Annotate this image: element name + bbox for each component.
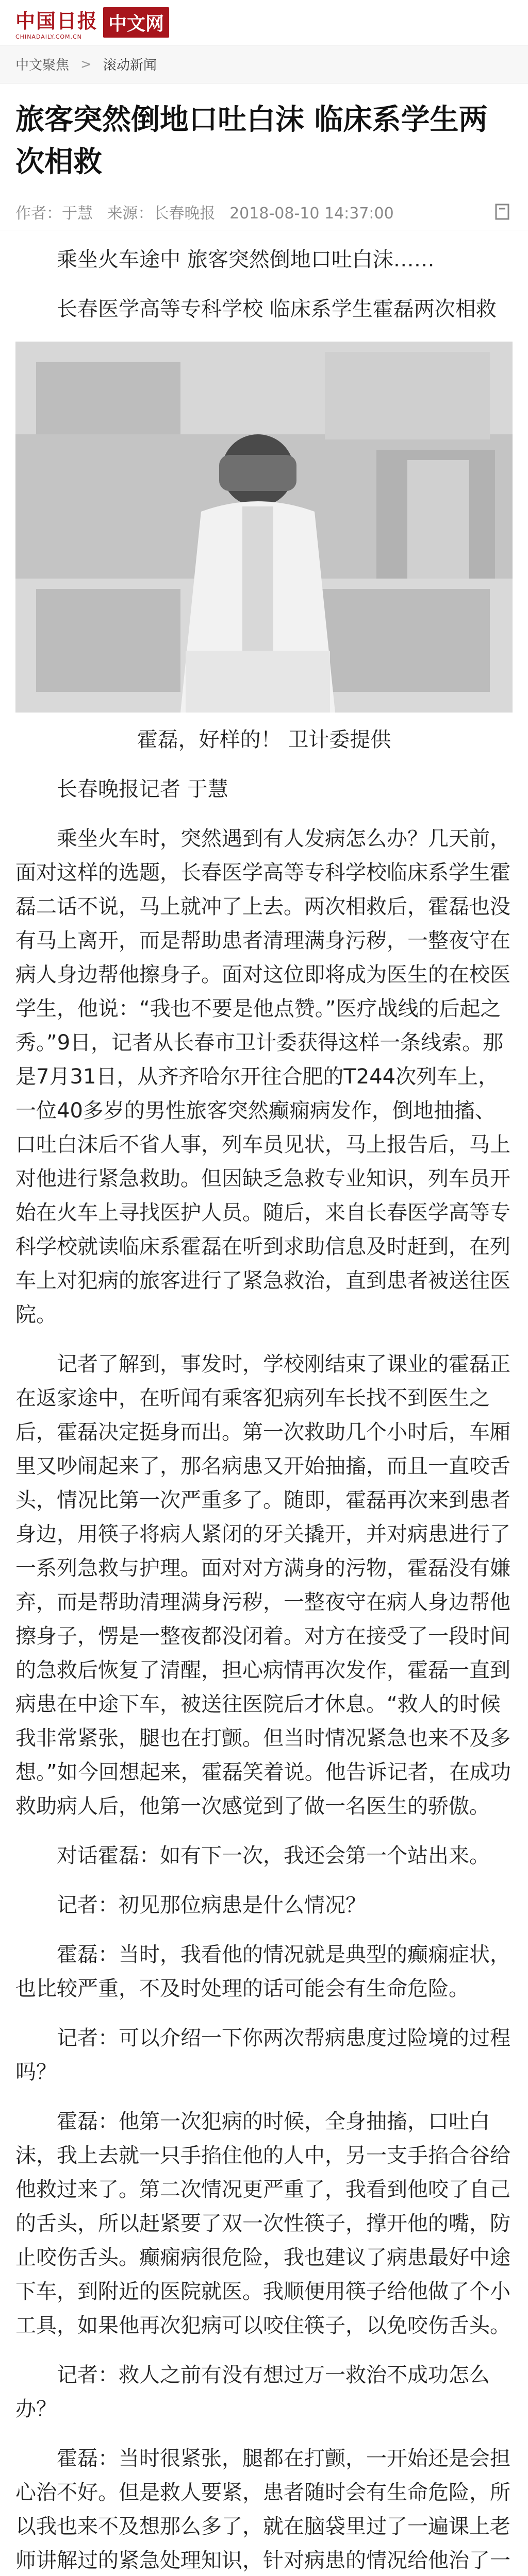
photo-caption: 霍磊，好样的！ 卫计委提供	[137, 728, 391, 752]
article-meta	[0, 194, 528, 230]
article-paragraph: 乘坐火车时，突然遇到有人发病怎么办？几天前，面对这样的选题，长春医学高等专科学校临床系学生霍磊二话不说，马上就冲了上去。两次相救后，霍磊也没有马上离开，而是帮助患者清理满身污秽，一整夜守在病人身边帮他擦身子。面对这位即将成为医生的在校医学生，他说：“我也不要是他点赞。”医疗战线的后起之秀。”9日，记者从长春市卫计委获得这样一条线索。那是7月31日，从齐齐哈尔开往合肥的T244次列车上，一位40多岁的男性旅客突然癫痫病发作，倒地抽搐、口吐白沫后不省人事，列车员见状，马上报告后，马上对他进行紧急救助。但因缺乏急救专业知识，列车员开始在火车上寻找医护人员。随后，来自长春医学高等专科学校就读临床系霍磊在听到求助信息及时赶到，在列车上对犯病的旅客进行了紧急救治，直到患者被送往医院。	[15, 827, 510, 1327]
article-photo	[15, 342, 513, 713]
article-paragraph: 记者：可以介绍一下你两次帮病患度过险境的过程吗？	[15, 2026, 510, 2084]
logo-subtext: CHINADAILY.COM.CN	[15, 33, 82, 40]
article-paragraph: 记者了解到，事发时，学校刚结束了课业的霍磊正在返家途中，在听闻有乘客犯病列车长找不到医生之后，霍磊决定挺身而出。第一次救助几个小时后，车厢里又吵闹起来了，那名病患又开始抽搐，而且一直咬舌头，情况比第一次严重多了。随即，霍磊再次来到患者身边，用筷子将病人紧闭的牙关撬开，并对病患进行了一系列急救与护理。面对对方满身的污物，霍磊没有嫌弃，而是帮助清理满身污秽，一整夜守在病人身边帮他擦身子，愣是一整夜都没闭着。对方在接受了一段时间的急救后恢复了清醒，担心病情再次发作，霍磊一直到病患在中途下车，被送往医院后才休息。“救人的时候我非常紧张，腿也在打颤。但当时情况紧急也来不及多想。”如今回想起来，霍磊笑着说。他告诉记者，在成功救助病人后，他第一次感觉到了做一名医生的骄傲。	[15, 1352, 511, 1818]
article-source: 来源：长春晚报	[107, 205, 216, 223]
logo-chinese-text: 中国日报	[15, 9, 98, 32]
article-date: 2018-08-10 14:37:00	[229, 205, 394, 223]
site-header	[0, 0, 528, 45]
article-paragraph: 霍磊：当时很紧张，腿都在打颤，一开始还是会担心治不好。但是救人要紧，患者随时会有生命危险，所以我也来不及想那么多了，就在脑袋里过了一遍课上老师讲解过的紧急处理知识，针对病患的情况给他治了一	[15, 2447, 510, 2572]
article-paragraph: 霍磊：当时，我看他的情况就是典型的癫痫症状，也比较严重，不及时处理的话可能会有生命危险。	[15, 1943, 510, 2001]
article-lead-line-1: 乘坐火车途中 旅客突然倒地口吐白沫……	[57, 248, 435, 272]
article-paragraph: 记者：初见那位病患是什么情况？	[57, 1893, 366, 1917]
article-lead-line-2: 长春医学高等专科学校 临床系学生霍磊两次相救	[57, 297, 497, 321]
breadcrumb-home-link[interactable]: 中文聚焦	[15, 58, 70, 73]
article-title: 旅客突然倒地口吐白沫 临床系学生两次相救	[15, 103, 488, 179]
article-body	[0, 230, 528, 2576]
breadcrumb-current-link[interactable]: 滚动新闻	[103, 58, 157, 73]
breadcrumb-separator: >	[80, 56, 92, 72]
article-author: 作者：于慧	[15, 205, 93, 223]
article-byline: 长春晚报记者 于慧	[57, 777, 228, 801]
breadcrumb	[0, 45, 528, 83]
article-paragraph: 霍磊：他第一次犯病的时候，全身抽搐，口吐白沫，我上去就一只手掐住他的人中，另一支手掐合谷给他救过来了。第二次情况更严重了，我看到他咬了自己的舌头，所以赶紧要了双一次性筷子，撑开他的嘴，防止咬伤舌头。癫痫病很危险，我也建议了病患最好中途下车，到附近的医院就医。我顺便用筷子给他做了个小工具，如果他再次犯病可以咬住筷子，以免咬伤舌头。	[15, 2110, 510, 2337]
article-paragraph: 对话霍磊：如有下一次，我还会第一个站出来。	[57, 1844, 490, 1868]
site-logo[interactable]	[15, 5, 169, 40]
photo-illustration	[15, 342, 513, 713]
article-paragraph: 记者：救人之前有没有想过万一救治不成功怎么办？	[15, 2363, 490, 2421]
bookmark-icon[interactable]	[492, 201, 513, 222]
logo-badge: 中文网	[103, 7, 169, 38]
